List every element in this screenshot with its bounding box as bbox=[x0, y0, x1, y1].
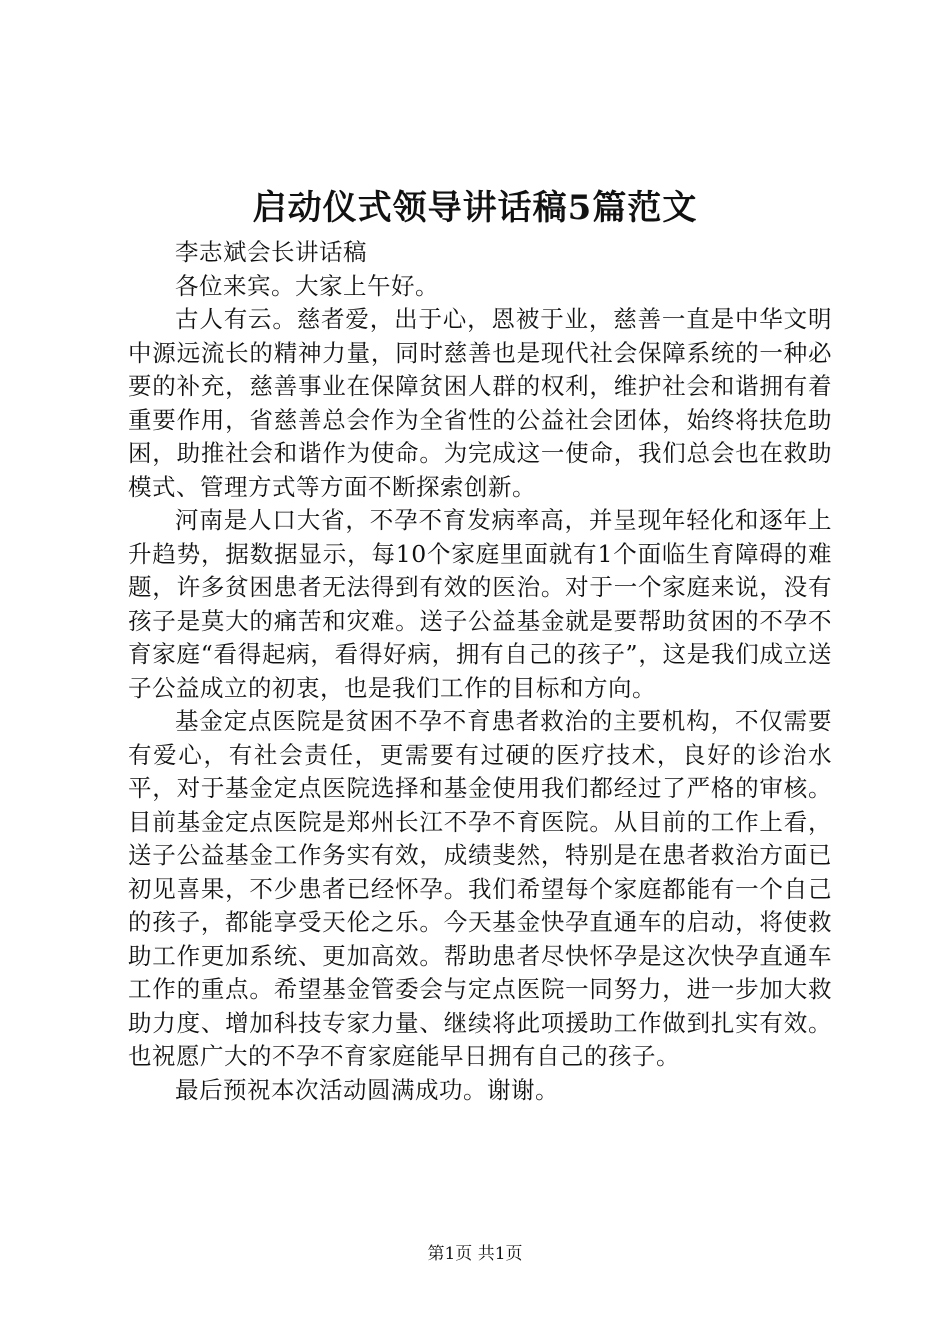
greeting-paragraph: 各位来宾。大家上午好。 bbox=[175, 271, 439, 300]
page-number-footer: 第1页 共1页 bbox=[427, 1244, 523, 1264]
closing-paragraph: 最后预祝本次活动圆满成功。谢谢。 bbox=[175, 1075, 559, 1104]
speech-heading: 李志斌会长讲话稿 bbox=[175, 238, 367, 266]
body-paragraph: 基金定点医院是贫困不孕不育患者救治的主要机构，不仅需要有爱心，有社会责任，更需要有过硬的医疗技术，良好的诊治水平，对于基金定点医院选择和基金使用我们都经过了严格的审核。目前基金定点医院是郑州长江不孕不育医院。从目前的工作上看，送子公益基金工作务实有效，成绩斐然，特别是在患者救治方面已初见喜果，不少患者已经怀孕。我们希望每个家庭都能有一个自己的孩子，都能享受天伦之乐。今天基金快孕直通车的启动，将使救助工作更加系统、更加高效。帮助患者尽快怀孕是这次快孕直通车工作的重点。希望基金管委会与定点医院一同努力，进一步加大救助力度、增加科技专家力量、继续将此项援助工作做到扎实有效。也祝愿广大的不孕不育家庭能早日拥有自己的孩子。 bbox=[128, 707, 832, 1070]
body-paragraph: 古人有云。慈者爱，出于心，恩被于业，慈善一直是中华文明中源远流长的精神力量，同时慈善也是现代社会保障系统的一种必要的补充，慈善事业在保障贫困人群的权利，维护社会和谐拥有着重要作用，省慈善总会作为全省性的公益社会团体，始终将扶危助困，助推社会和谐作为使命。为完成这一使命，我们总会也在救助模式、管理方式等方面不断探索创新。 bbox=[128, 305, 832, 501]
document-title: 启动仪式领导讲话稿5篇范文 bbox=[252, 188, 698, 228]
document-body bbox=[128, 236, 832, 1107]
body-paragraph: 河南是人口大省，不孕不育发病率高，并呈现年轻化和逐年上升趋势，据数据显示，每10个家庭里面就有1个面临生育障碍的难题，许多贫困患者无法得到有效的医治。对于一个家庭来说，没有孩子是莫大的痛苦和灾难。送子公益基金就是要帮助贫困的不孕不育家庭“看得起病，看得好病，拥有自己的孩子”，这是我们成立送子公益成立的初衷，也是我们工作的目标和方向。 bbox=[128, 506, 832, 702]
